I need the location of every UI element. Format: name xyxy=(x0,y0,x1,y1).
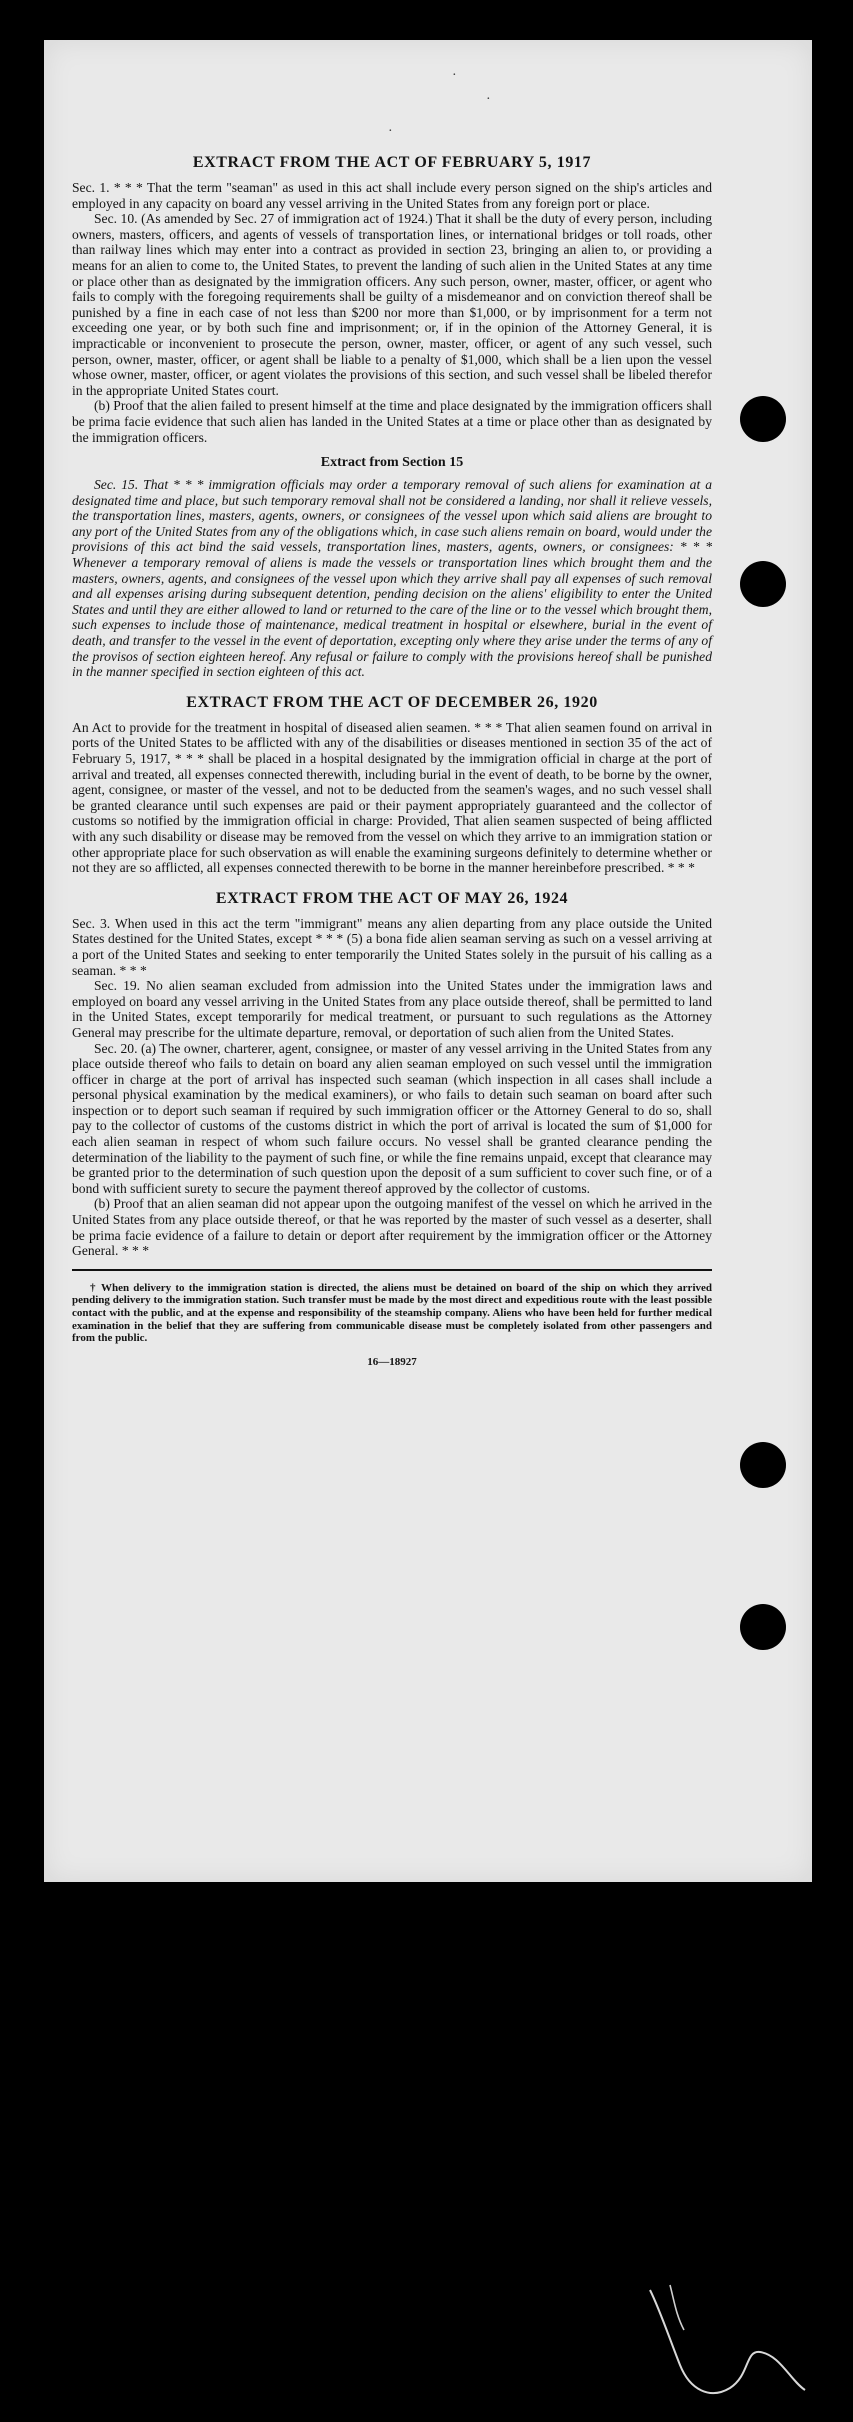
paragraph: (b) Proof that the alien failed to present himself at the time and place designated by the immigration officers shall be prima facie evidence that such alien has landed in the United States at a time or place other than as designated by the immigration officers. xyxy=(72,398,712,445)
paragraph: An Act to provide for the treatment in hospital of diseased alien seamen. * * * That alien seamen found on arrival in ports of the United States to be afflicted with any of the disabilities or diseases mentioned in section 35 of the act of February 5, 1917, * * * shall be placed in a hospital designated by the immigration official in charge at the port of arrival and treated, all expenses connected therewith, including burial in the event of death, to be borne by the owner, agent, consignee, or master of the vessel, and not to be deducted from the seamen's wages, and no such vessel shall be granted clearance until such expenses are paid or their payment appropriately guaranteed and the collector of customs so notified by the immigration official in charge: Provided, That alien seamen suspected of being afflicted with any such disability or disease may be removed from the vessel on which they arrive to an immigration station or other appropriate place for such observation as will enable the examining surgeons definitely to determine whether or not they are so afflicted, all expenses connected therewith to be borne in the manner hereinbefore prescribed. * * * xyxy=(72,719,712,876)
top-mark: · xyxy=(388,124,393,139)
punch-hole xyxy=(740,561,786,607)
punch-hole xyxy=(740,1604,786,1650)
paragraph: Sec. 3. When used in this act the term "immigrant" means any alien departing from any place outside the United States destined for the United States, except * * * (5) a bona fide alien seaman serving as such on a vessel arriving at a port of the United States and seeking to enter temporarily the United States solely in the pursuit of his calling as a seaman. * * * xyxy=(72,915,712,978)
section-heading: EXTRACT FROM THE ACT OF FEBRUARY 5, 1917 xyxy=(192,154,592,171)
paragraph: (b) Proof that an alien seaman did not appear upon the outgoing manifest of the vessel on which he arrived in the United States from any place outside thereof, or that he was reported by the master of such vessel as a deserter, shall be prima facie evidence of a failure to detain or deport after requirement by the immigration officer or the Attorney General. * * * xyxy=(72,1196,712,1259)
footnote-divider xyxy=(72,1269,712,1271)
punch-hole xyxy=(740,1442,786,1488)
footnote: † When delivery to the immigration station is directed, the aliens must be detained on board of the ship on which they arrived pending delivery to the immigration station. Such transfer must be made by the most direct and expeditious route with the least possible contact with the public, and at the expense and responsibility of the steamship company. Aliens who have been held for further medical examination in the belief that they are suffering from communicable disease must be completely isolated from other passengers and from the public. xyxy=(72,1281,712,1345)
paragraph: Sec. 15. That * * * immigration officials may order a temporary removal of such aliens for examination at a designated time and place, but such temporary removal shall not be considered a landing, nor shall it relieve vessels, the transportation lines, masters, agents, owners, or consignees of the vessel upon which said aliens are brought to any port of the United States from any of the obligations which, in case such aliens remain on board, would under the provisions of this act bind the said vessels, transportation lines, masters, agents, owners, or consignees: * * * Whenever a temporary removal of aliens is made the vessels or transportation lines which brought them and the masters, owners, agents, and consignees of the vessel upon which they arrive shall pay all expenses of such removal and all expenses arising during subsequent detention, pending decision on the aliens' eligibility to enter the United States and until they are either allowed to land or returned to the care of the line or to the vessel which brought them, such expenses to include those of maintenance, medical treatment in hospital or elsewhere, burial in the event of death, and transfer to the vessel in the event of deportation, excepting only where they arise under the terms of any of the provisos of section eighteen hereof. Any refusal or failure to comply with the provisions hereof shall be punished in the manner specified in section eighteen of this act. xyxy=(72,477,712,680)
pen-scribble xyxy=(640,2270,810,2410)
section-subheading: Extract from Section 15 xyxy=(320,455,464,471)
page-number: 16—18927 xyxy=(367,1355,417,1368)
section-heading: EXTRACT FROM THE ACT OF MAY 26, 1924 xyxy=(215,889,569,907)
paragraph: Sec. 1. * * * That the term "seaman" as used in this act shall include every person signed on the ship's articles and employed in any capacity on board any vessel arriving in the United States from any foreign port or place. xyxy=(72,180,712,211)
top-mark: · xyxy=(486,92,491,107)
top-mark: · xyxy=(452,68,457,83)
paragraph: Sec. 10. (As amended by Sec. 27 of immigration act of 1924.) That it shall be the duty of every person, including owners, masters, officers, and agents of vessels of transportation lines, or international bridges or toll roads, other than railway lines which may enter into a contract as provided in section 23, bringing an alien to, or providing a means for an alien to come to, the United States, to prevent the landing of such alien in the United States at any time or place other than as designated by the immigration officers. Any such person, owner, master, officer, or agent who fails to comply with the foregoing requirements shall be guilty of a misdemeanor and on conviction thereof shall be punished by a fine in each case of not less than $200 nor more than $1,000, or by imprisonment for a term not exceeding one year, or by both such fine and imprisonment; or, if in the opinion of the Attorney General, it is impracticable or inconvenient to prosecute the person, owner, master, officer, or agent of any such vessel, such person, owner, master, officer, or agent shall be liable to a penalty of $1,000, which shall be a lien upon the vessel whose owner, master, officer, or agent violates the provisions of this section, and such vessel shall be libeled therefor in the appropriate United States court. xyxy=(72,211,712,398)
punch-hole xyxy=(740,396,786,442)
document-text xyxy=(72,140,712,1368)
section-heading: EXTRACT FROM THE ACT OF DECEMBER 26, 1920 xyxy=(186,693,598,711)
paragraph: Sec. 19. No alien seaman excluded from admission into the United States under the immigration laws and employed on board any vessel arriving in the United States from any place outside thereof, shall be permitted to land in the United States, except temporarily for medical treatment, or pursuant to such regulations as the Attorney General may prescribe for the ultimate departure, removal, or deportation of such alien from the United States. xyxy=(72,978,712,1040)
paragraph: Sec. 20. (a) The owner, charterer, agent, consignee, or master of any vessel arriving in the United States from any place outside thereof who fails to detain on board any alien seaman employed on such vessel until the immigration officer in charge at the port of arrival has inspected such seaman (which inspection in all cases shall include a personal physical examination by the medical examiners), or who fails to detain such seaman on board after such inspection or to deport such seaman if required by such immigration officer or the Attorney General to do so, shall pay to the collector of customs of the customs district in which the port of arrival is located the sum of $1,000 for each alien seaman in respect of whom such failure occurs. No vessel shall be granted clearance pending the determination of the liability to the payment of such fine, or while the fine remains unpaid, except that clearance may be granted prior to the determination of such question upon the deposit of a sum sufficient to cover such fine, or of a bond with sufficient surety to secure the payment thereof approved by the collector of customs. xyxy=(72,1040,712,1196)
